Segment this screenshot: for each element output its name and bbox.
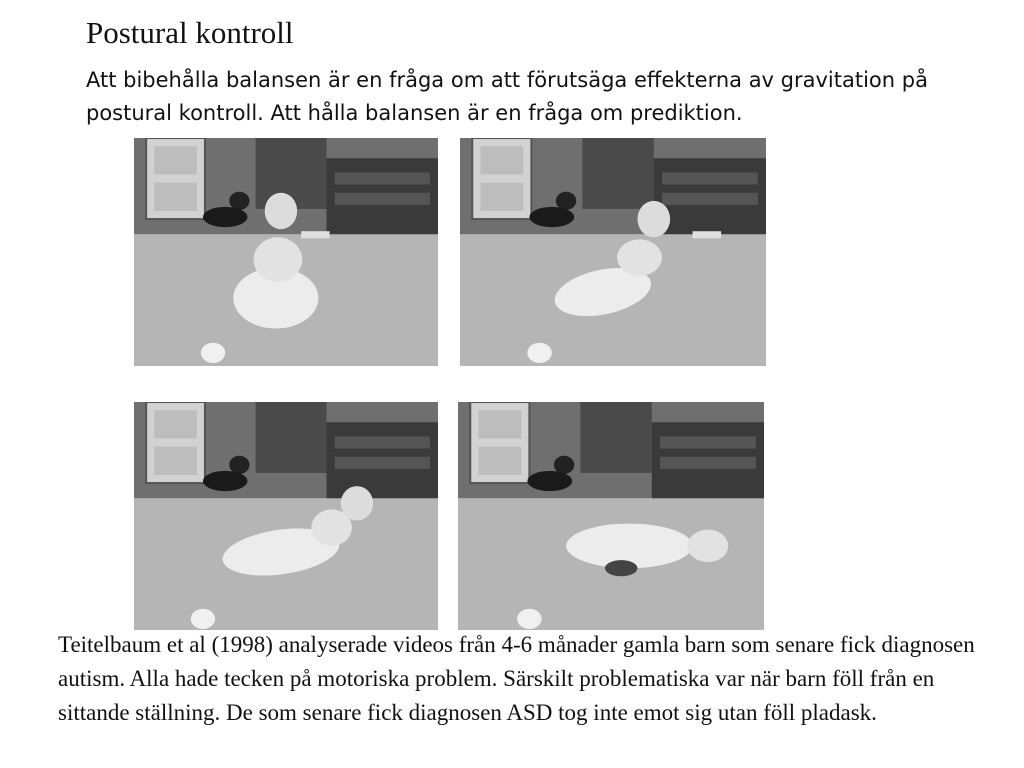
slide-caption: Teitelbaum et al (1998) analyserade videos från 4-6 månader gamla barn som senare fick diagnosen autism. Alla hade tecken på motoriska problem. Särskilt problematiska var när barn föll från en sittande ställning. De som senare fick diagnosen ASD tog inte emot sig utan föll pladask. xyxy=(58,632,975,725)
slide-title: Postural kontroll xyxy=(86,15,294,50)
photo-child-tipping xyxy=(460,138,766,366)
photo-child-sitting xyxy=(134,138,438,366)
slide-subtitle: Att bibehålla balansen är en fråga om att förutsäga effekterna av gravitation på postural kontroll. Att hålla balansen är en fråga om prediktion. xyxy=(86,68,928,125)
photo-child-falling xyxy=(134,402,438,630)
photo-child-fallen xyxy=(458,402,764,630)
